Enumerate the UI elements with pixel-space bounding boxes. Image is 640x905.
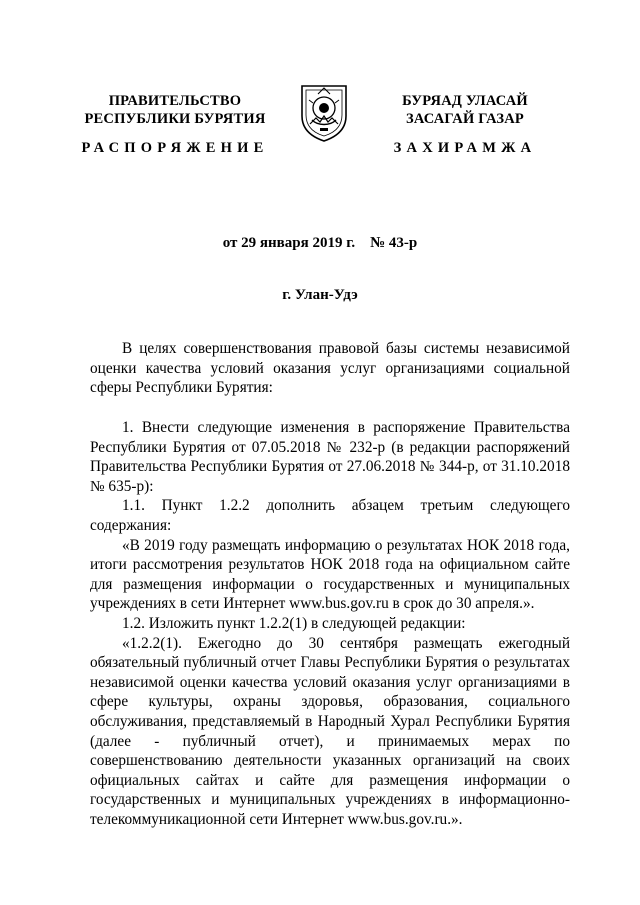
header-left-block	[70, 92, 280, 128]
coat-of-arms-emblem	[298, 80, 350, 142]
preamble-block	[90, 339, 570, 398]
doc-type-left: РАСПОРЯЖЕНИЕ	[81, 140, 269, 156]
clause-1-2-text: «1.2.2(1). Ежегодно до 30 сентября размещать ежегодный обязательный публичный отчет Главы Республики Бурятия о результатах независимой оценки качества условий оказания услуг организациями в сфере культуры, охраны здоровья, образования, социального обслуживания, представляемый в Народный Хурал Республики Бурятия (далее - публичный отчет), и принимаемых мерах по совершенствованию деятельности указанных организаций на своих официальных сайтах и сайте для размещения информации о государственных и муниципальных учреждениях в информационно-телекоммуникационной сети Интернет www.bus.gov.ru.».	[90, 634, 570, 828]
header-right-line2: ЗАСАГАЙ ГАЗАР	[406, 111, 524, 127]
preamble: В целях совершенствования правовой базы системы независимой оценки качества условий оказания услуг организациями социальной сферы Республики Бурятия:	[90, 340, 570, 397]
clause-1-2: 1.2. Изложить пункт 1.2.2(1) в следующей редакции:	[122, 614, 466, 632]
date-number: от 29 января 2019 г. № 43-р	[222, 235, 418, 251]
place: г. Улан-Удэ	[282, 287, 358, 303]
doc-type-right: ЗАХИРАМЖА	[393, 140, 537, 156]
header-left-line2: РЕСПУБЛИКИ БУРЯТИЯ	[84, 111, 266, 127]
clause-1-1: 1.1. Пункт 1.2.2 дополнить абзацем третьим следующего содержания:	[90, 497, 570, 534]
clause-1-1-text: «В 2019 году размещать информацию о результатах НОК 2018 года, итоги рассмотрения результатов НОК 2018 года на официальном сайте для размещения информации о государственных и муниципальных учреждениях в сети Интернет www.bus.gov.ru в срок до 30 апреля.».	[90, 536, 570, 613]
header-left-line1: ПРАВИТЕЛЬСТВО	[108, 93, 242, 109]
header-right-block	[360, 92, 570, 128]
clause-1: 1. Внести следующие изменения в распоряжение Правительства Республики Бурятия от 07.05.2018 № 232-р (в редакции распоряжений Правительства Республики Бурятия от 27.06.2018 № 344-р, от 31.10.2018 № 635-р):	[90, 419, 570, 495]
body-block	[90, 418, 570, 829]
header-right-line1: БУРЯАД УЛАСАЙ	[402, 93, 528, 109]
